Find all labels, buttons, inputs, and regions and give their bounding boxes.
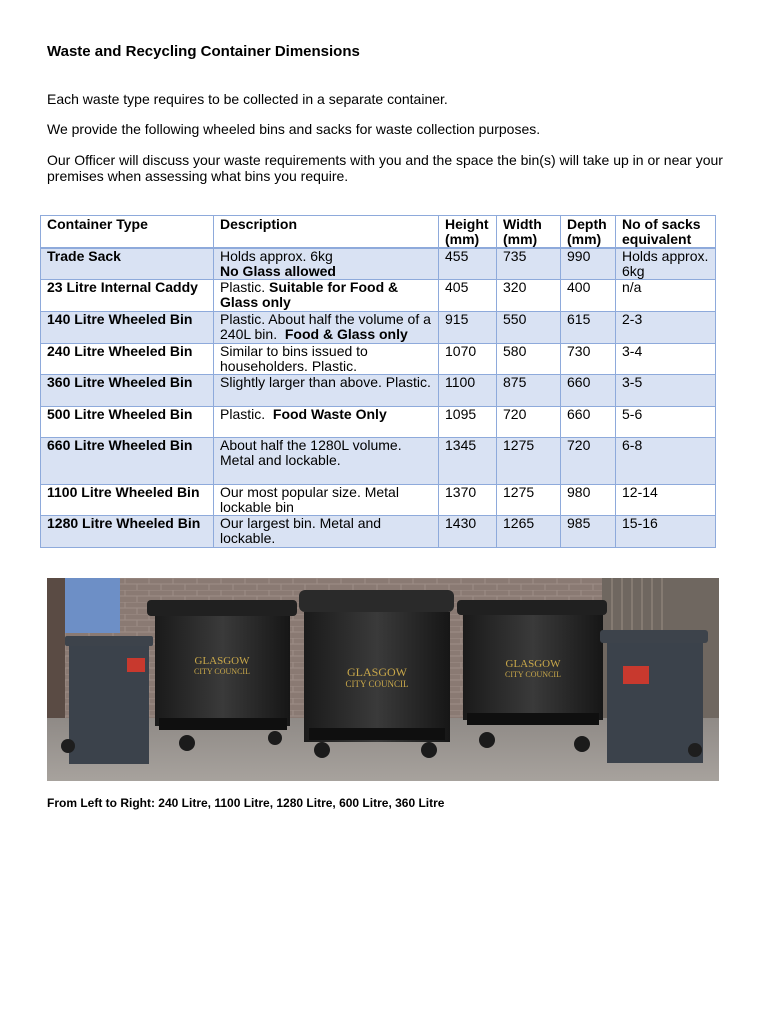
officer-paragraph: Our Officer will discuss your waste requirements with you and the space the bin(s) will take up in or near your premises when assessing what bins you require. <box>47 152 723 184</box>
row-sacks: 3-5 <box>616 375 716 407</box>
row-height: 1345 <box>439 438 497 485</box>
row-depth: 660 <box>561 407 616 438</box>
table-row <box>41 248 716 280</box>
table-row <box>41 312 716 344</box>
provision-paragraph: We provide the following wheeled bins and sacks for waste collection purposes. <box>47 121 541 137</box>
bin-logo-line1: GLASGOW <box>194 655 250 667</box>
row-width: 875 <box>497 375 561 407</box>
row-height: 1100 <box>439 375 497 407</box>
row-sacks: Holds approx. 6kg <box>616 248 716 280</box>
row-depth: 400 <box>561 280 616 312</box>
header-container-type: Container Type <box>41 216 214 249</box>
desc-plain: Holds approx. 6kg <box>220 248 333 264</box>
row-height: 1095 <box>439 407 497 438</box>
row-description <box>214 248 439 280</box>
desc-bold: No Glass allowed <box>220 263 336 279</box>
desc-plain: Plastic. About half the volume of a 240L bin. <box>220 311 431 342</box>
row-description: Our largest bin. Metal and lockable. <box>214 516 439 548</box>
row-description: Slightly larger than above. Plastic. <box>214 375 439 407</box>
row-width: 550 <box>497 312 561 344</box>
bin-240-litre <box>61 636 153 764</box>
row-type: 1280 Litre Wheeled Bin <box>41 516 214 548</box>
row-description <box>214 312 439 344</box>
row-description <box>214 407 439 438</box>
row-width: 720 <box>497 407 561 438</box>
row-width: 580 <box>497 344 561 375</box>
row-sacks: n/a <box>616 280 716 312</box>
bin-logo-600 <box>505 658 561 679</box>
row-type: 23 Litre Internal Caddy <box>41 280 214 312</box>
row-description <box>214 280 439 312</box>
row-width: 1275 <box>497 438 561 485</box>
row-description: About half the 1280L volume. Metal and lockable. <box>214 438 439 485</box>
table-row <box>41 344 716 375</box>
row-depth: 980 <box>561 485 616 516</box>
row-depth: 985 <box>561 516 616 548</box>
header-sacks: No of sacks equivalent <box>616 216 716 249</box>
row-depth: 660 <box>561 375 616 407</box>
row-sacks: 5-6 <box>616 407 716 438</box>
row-height: 915 <box>439 312 497 344</box>
row-sacks: 3-4 <box>616 344 716 375</box>
row-type: 660 Litre Wheeled Bin <box>41 438 214 485</box>
bin-logo-1100 <box>194 655 250 676</box>
row-sacks: 12-14 <box>616 485 716 516</box>
photo-caption: From Left to Right: 240 Litre, 1100 Litre, 1280 Litre, 600 Litre, 360 Litre <box>47 796 445 810</box>
row-height: 1430 <box>439 516 497 548</box>
row-height: 455 <box>439 248 497 280</box>
row-depth: 730 <box>561 344 616 375</box>
bins-photo <box>47 578 719 781</box>
desc-bold: Food & Glass only <box>284 326 408 342</box>
row-type: 360 Litre Wheeled Bin <box>41 375 214 407</box>
container-dimensions-table <box>40 215 716 548</box>
table-row <box>41 438 716 485</box>
row-sacks: 6-8 <box>616 438 716 485</box>
bin-logo-line2: CITY COUNCIL <box>505 670 561 679</box>
table-header-row <box>41 216 716 249</box>
bin-logo-1280 <box>346 665 409 689</box>
table-row <box>41 280 716 312</box>
row-sacks: 2-3 <box>616 312 716 344</box>
intro-paragraph: Each waste type requires to be collected in a separate container. <box>47 91 448 107</box>
row-width: 1265 <box>497 516 561 548</box>
desc-plain: Plastic. <box>220 279 266 295</box>
table-row <box>41 485 716 516</box>
row-width: 320 <box>497 280 561 312</box>
row-description: Our most popular size. Metal lockable bin <box>214 485 439 516</box>
bin-logo-line1: GLASGOW <box>347 665 407 679</box>
row-type: Trade Sack <box>41 248 214 280</box>
header-description: Description <box>214 216 439 249</box>
row-height: 1370 <box>439 485 497 516</box>
row-type: 140 Litre Wheeled Bin <box>41 312 214 344</box>
table-row <box>41 516 716 548</box>
row-height: 1070 <box>439 344 497 375</box>
row-type: 1100 Litre Wheeled Bin <box>41 485 214 516</box>
row-depth: 720 <box>561 438 616 485</box>
header-depth: Depth (mm) <box>561 216 616 249</box>
header-height: Height (mm) <box>439 216 497 249</box>
row-width: 1275 <box>497 485 561 516</box>
bin-360-litre <box>600 630 708 763</box>
bin-logo-line1: GLASGOW <box>505 658 561 670</box>
row-sacks: 15-16 <box>616 516 716 548</box>
page-title: Waste and Recycling Container Dimensions <box>47 43 360 60</box>
bin-logo-line2: CITY COUNCIL <box>194 667 250 676</box>
row-height: 405 <box>439 280 497 312</box>
desc-bold: Suitable for Food & Glass only <box>220 279 399 310</box>
header-width: Width (mm) <box>497 216 561 249</box>
bin-logo-line2: CITY COUNCIL <box>345 679 409 689</box>
row-depth: 990 <box>561 248 616 280</box>
desc-plain: Plastic. <box>220 406 266 422</box>
table-row <box>41 375 716 407</box>
table-row <box>41 407 716 438</box>
row-depth: 615 <box>561 312 616 344</box>
row-type: 500 Litre Wheeled Bin <box>41 407 214 438</box>
row-width: 735 <box>497 248 561 280</box>
row-type: 240 Litre Wheeled Bin <box>41 344 214 375</box>
desc-bold: Food Waste Only <box>272 406 387 422</box>
row-description: Similar to bins issued to householders. Plastic. <box>214 344 439 375</box>
